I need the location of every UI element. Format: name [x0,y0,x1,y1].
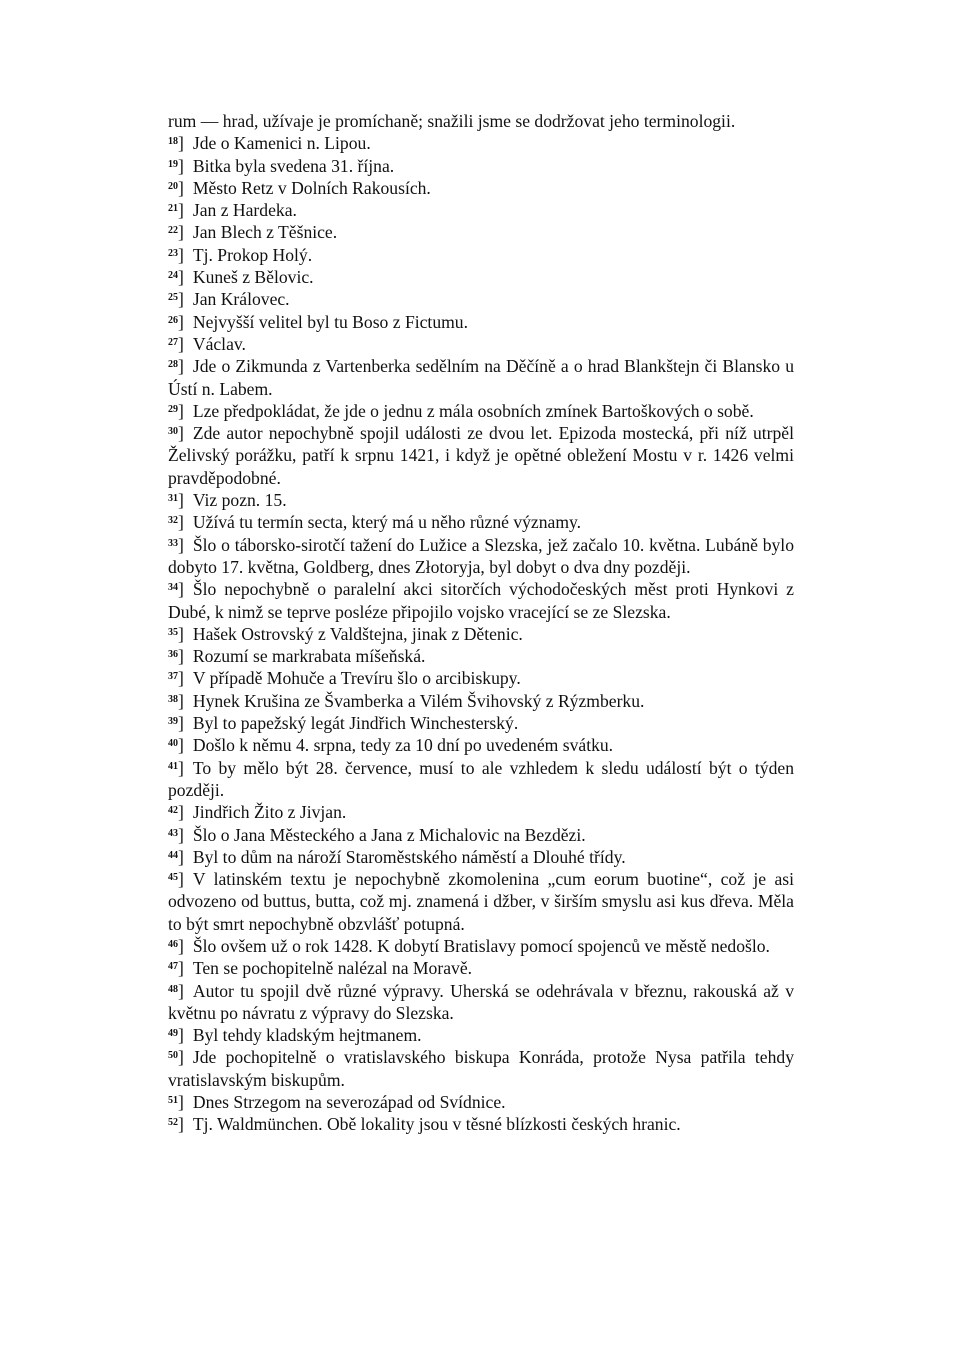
footnote-text: To by mělo být 28. července, musí to ale vzhledem k sledu událostí být o týden později. [168,757,794,800]
footnote-text: Rozumí se markrabata míšeňská. [192,646,426,667]
footnote-20 [168,177,794,199]
footnote-42 [168,801,794,823]
footnote-51 [168,1091,794,1113]
footnote-text: Dnes Strzegom na severozápad od Svídnice. [192,1092,506,1113]
continuation-paragraph: rum — hrad, užívaje je promíchaně; snažili jsme se dodržovat jeho terminologii. [168,111,736,131]
footnote-29 [168,400,794,422]
footnote-marker: $^{47}$] [168,958,184,979]
footnote-45 [168,868,794,935]
footnote-50 [168,1046,794,1091]
footnote-39 [168,712,794,734]
footnote-marker: $^{50}$] [168,1047,184,1068]
footnote-text: Šlo ovšem už o rok 1428. K dobytí Bratislavy pomocí spojenců ve městě nedošlo. [192,935,770,956]
footnote-number: 47 [168,961,178,973]
footnote-34 [168,578,794,623]
footnote-text: V latinském textu je nepochybně zkomolenina „cum eorum buotine“, což je asi odvozeno od buttus, butta, což mj. znamená i džber, v širším smyslu asi kus dřeva. Měla to být smrt nepochybně obzvlášť potupná. [168,869,794,934]
footnote-text: Hynek Krušina ze Švamberka a Vilém Švihovský z Rýzmberku. [192,690,645,711]
footnotes-page [168,110,794,1136]
footnote-number: 42 [168,805,178,817]
footnote-number: 40 [168,738,178,750]
footnote-text: Jde pochopitelně o vratislavského biskupa Konráda, protože Nysa patřila tehdy vratislavským biskupům. [168,1047,794,1090]
footnote-text: Jindřich Žito z Jivjan. [192,802,347,823]
footnote-31 [168,489,794,511]
footnote-marker: $^{43}$] [168,824,184,845]
footnote-47 [168,957,794,979]
footnote-marker: $^{52}$] [168,1114,184,1135]
footnote-marker: $^{24}$] [168,267,184,288]
footnote-text: Jde o Zikmunda z Vartenberka sedělním na Děčíně a o hrad Blankštejn či Blansko u Ústí n. Labem. [168,356,794,399]
footnote-30 [168,422,794,489]
footnote-35 [168,623,794,645]
footnote-marker: $^{34}$] [168,579,184,600]
footnote-text: Jan Blech z Těšnice. [192,222,338,243]
footnote-text: Jan z Hardeka. [192,200,297,221]
footnote-marker: $^{20}$] [168,177,184,198]
footnote-text: Byl tehdy kladským hejtmanem. [192,1025,422,1046]
footnote-marker: $^{46}$] [168,935,184,956]
footnote-32 [168,511,794,533]
footnote-number: 41 [168,760,178,772]
footnote-48 [168,980,794,1025]
footnote-text: Václav. [192,333,246,354]
footnote-19 [168,155,794,177]
footnote-number: 52 [168,1117,178,1129]
footnote-23 [168,244,794,266]
footnote-number: 37 [168,671,178,683]
footnote-marker: $^{37}$] [168,668,184,689]
footnote-22 [168,221,794,243]
footnote-marker: $^{45}$] [168,869,184,890]
footnote-number: 21 [168,203,178,215]
footnote-marker: $^{21}$] [168,200,184,221]
footnote-28 [168,355,794,400]
footnote-text: Zde autor nepochybně spojil události ze dvou let. Epizoda mostecká, při níž utrpěl Želivský porážku, patří k srpnu 1421, i když je opětné obležení Mostu v r. 1426 velmi pravděpodobné. [168,423,794,488]
footnote-text: Byl to papežský legát Jindřich Winchesterský. [192,713,519,734]
footnote-marker: $^{25}$] [168,289,184,310]
footnote-number: 33 [168,537,178,549]
footnote-text: Šlo nepochybně o paralelní akci sitorčích východočeských měst proti Hynkovi z Dubé, k nimž se teprve posléze připojilo vojsko vracející se ze Slezska. [168,579,794,622]
footnote-number: 38 [168,693,178,705]
footnote-marker: $^{33}$] [168,534,184,555]
footnote-number: 20 [168,180,178,192]
footnote-text: Jan Královec. [192,289,290,310]
footnote-number: 49 [168,1028,178,1040]
footnote-33 [168,534,794,579]
footnote-27 [168,333,794,355]
footnote-number: 18 [168,136,178,148]
footnote-marker: $^{19}$] [168,155,184,176]
footnote-marker: $^{31}$] [168,490,184,511]
footnote-marker: $^{36}$] [168,646,184,667]
footnote-text: Lze předpokládat, že jde o jednu z mála osobních zmínek Bartoškových o sobě. [192,400,754,421]
footnote-number: 27 [168,336,178,348]
footnote-number: 46 [168,938,178,950]
footnote-number: 48 [168,983,178,995]
footnote-number: 43 [168,827,178,839]
footnote-number: 19 [168,158,178,170]
footnote-marker: $^{38}$] [168,690,184,711]
footnote-marker: $^{35}$] [168,623,184,644]
footnote-marker: $^{22}$] [168,222,184,243]
footnote-text: Došlo k němu 4. srpna, tedy za 10 dní po uvedeném svátku. [192,735,614,756]
footnote-52 [168,1113,794,1135]
footnote-marker: $^{41}$] [168,757,184,778]
footnote-40 [168,734,794,756]
footnote-26 [168,311,794,333]
footnote-marker: $^{28}$] [168,356,184,377]
footnote-number: 30 [168,426,178,438]
footnote-text: V případě Mohuče a Trevíru šlo o arcibiskupy. [192,668,521,689]
footnote-21 [168,199,794,221]
footnote-marker: $^{23}$] [168,244,184,265]
footnote-marker: $^{39}$] [168,713,184,734]
footnote-number: 26 [168,314,178,326]
footnote-marker: $^{42}$] [168,802,184,823]
footnote-37 [168,667,794,689]
footnote-number: 23 [168,247,178,259]
footnote-number: 36 [168,649,178,661]
footnote-36 [168,645,794,667]
footnote-text: Bitka byla svedena 31. října. [192,155,395,176]
footnote-text: Město Retz v Dolních Rakousích. [192,177,431,198]
footnote-number: 25 [168,292,178,304]
footnote-text: Ten se pochopitelně nalézal na Moravě. [192,958,473,979]
footnote-text: Užívá tu termín secta, který má u něho různé významy. [192,512,582,533]
footnote-text: Jde o Kamenici n. Lipou. [192,133,371,154]
footnote-number: 29 [168,403,178,415]
footnote-text: Nejvyšší velitel byl tu Boso z Fictumu. [192,311,468,332]
footnote-marker: $^{44}$] [168,846,184,867]
footnote-marker: $^{48}$] [168,980,184,1001]
footnote-49 [168,1024,794,1046]
footnote-marker: $^{51}$] [168,1092,184,1113]
footnote-46 [168,935,794,957]
footnote-text: Šlo o Jana Městeckého a Jana z Michalovic na Bezdězi. [192,824,586,845]
footnote-text: Kuneš z Bělovic. [192,267,314,288]
footnote-text: Byl to dům na nároží Staroměstského náměstí a Dlouhé třídy. [192,846,626,867]
footnote-number: 39 [168,716,178,728]
footnote-number: 22 [168,225,178,237]
footnote-marker: $^{49}$] [168,1025,184,1046]
footnote-24 [168,266,794,288]
footnote-text: Hašek Ostrovský z Valdštejna, jinak z Dětenic. [192,623,523,644]
footnote-number: 51 [168,1095,178,1107]
footnote-41 [168,757,794,802]
footnote-marker: $^{18}$] [168,133,184,154]
footnote-number: 34 [168,582,178,594]
footnote-text: Tj. Prokop Holý. [192,244,313,265]
footnote-marker: $^{26}$] [168,311,184,332]
footnote-38 [168,690,794,712]
footnote-number: 44 [168,849,178,861]
footnote-25 [168,288,794,310]
footnote-43 [168,824,794,846]
footnote-text: Šlo o táborsko-sirotčí tažení do Lužice a Slezska, jež začalo 10. května. Lubáně bylo dobyto 17. května, Goldberg, dnes Złotoryja, byl dobyt o dva dny později. [168,534,794,577]
footnote-text: Autor tu spojil dvě různé výpravy. Uherská se odehrávala v březnu, rakouská až v květnu po návratu z výpravy do Slezska. [168,980,794,1023]
footnote-marker: $^{29}$] [168,400,184,421]
footnote-text: Viz pozn. 15. [192,490,287,511]
footnote-number: 45 [168,872,178,884]
footnote-number: 32 [168,515,178,527]
footnotes-list [168,132,794,1135]
footnote-marker: $^{27}$] [168,333,184,354]
footnote-number: 31 [168,493,178,505]
footnote-marker: $^{30}$] [168,423,184,444]
footnote-number: 24 [168,270,178,282]
footnote-text: Tj. Waldmünchen. Obě lokality jsou v těsné blízkosti českých hranic. [192,1114,681,1135]
footnote-marker: $^{32}$] [168,512,184,533]
footnote-18 [168,132,794,154]
footnote-number: 35 [168,626,178,638]
footnote-number: 28 [168,359,178,371]
footnote-44 [168,846,794,868]
footnote-marker: $^{40}$] [168,735,184,756]
footnote-number: 50 [168,1050,178,1062]
